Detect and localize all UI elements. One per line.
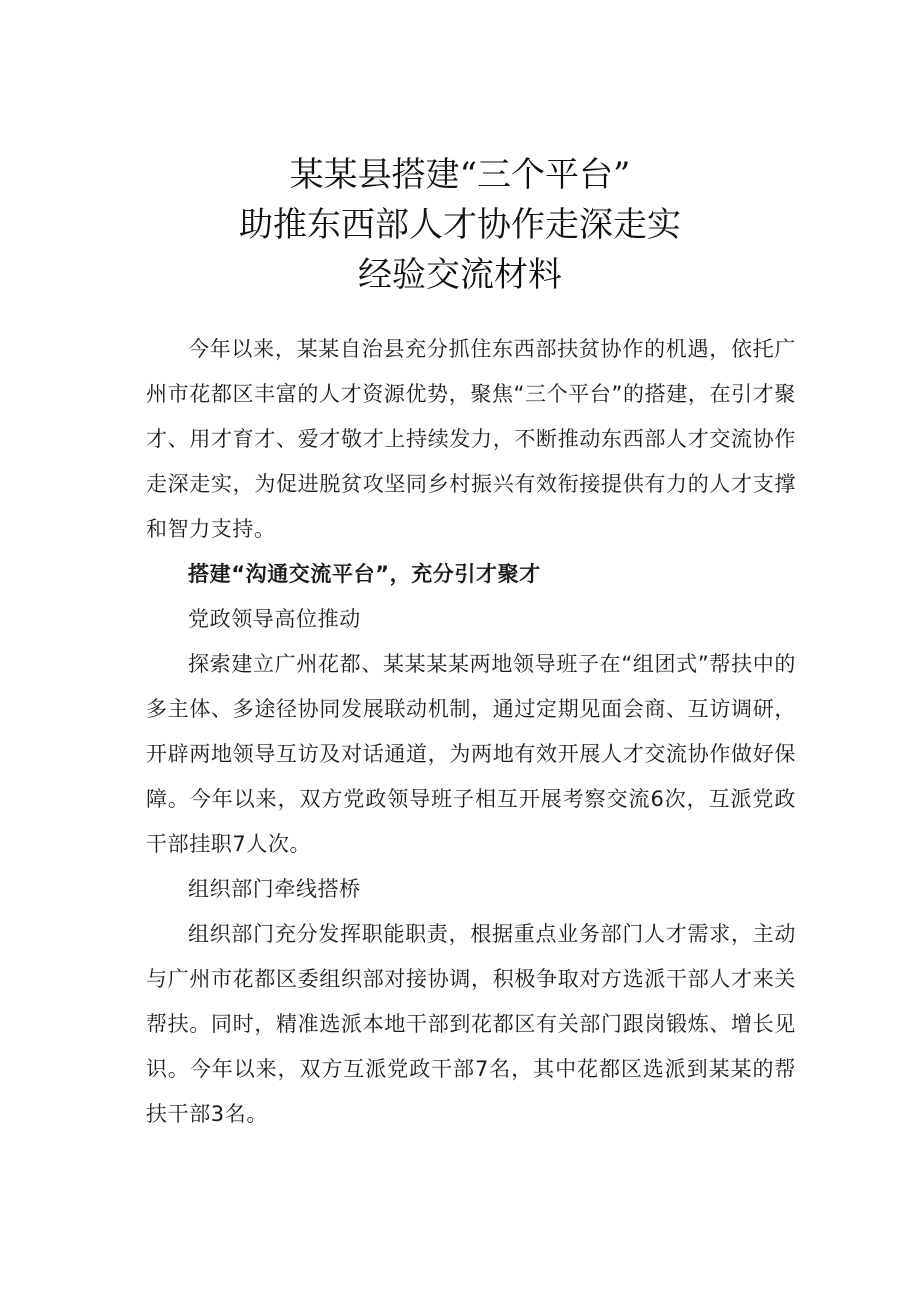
subsection-paragraph-2: 组织部门充分发挥职能职责，根据重点业务部门人才需求，主动与广州市花都区委组织部对接协调，积极争取对方选派干部人才来关帮扶。同时，精准选派本地干部到花都区有关部门跟岗锻炼、增长见识。今年以来，双方互派党政干部7名，其中花都区选派到某某的帮扶干部3名。 bbox=[146, 922, 796, 1126]
title-line-2: 助推东西部人才协作走深走实 bbox=[239, 205, 681, 245]
document-title bbox=[0, 150, 920, 300]
subsection-paragraph-1: 探索建立广州花都、某某某某两地领导班子在“组团式”帮扶中的多主体、多途径协同发展联动机制，通过定期见面会商、互访调研，开辟两地领导互访及对话通道，为两地有效开展人才交流协作做好保障。今年以来，双方党政领导班子相互开展考察交流6次，互派党政干部挂职7人次。 bbox=[146, 652, 796, 856]
document-body bbox=[146, 327, 796, 1137]
title-line-3: 经验交流材料 bbox=[358, 255, 562, 295]
title-line-1: 某某县搭建“三个平台” bbox=[289, 155, 631, 195]
subsection-title-1: 党政领导高位推动 bbox=[188, 607, 361, 631]
subsection-title-2: 组织部门牵线搭桥 bbox=[188, 877, 361, 901]
intro-paragraph: 今年以来，某某自治县充分抓住东西部扶贫协作的机遇，依托广州市花都区丰富的人才资源优势，聚焦“三个平台”的搭建，在引才聚才、用才育才、爱才敬才上持续发力，不断推动东西部人才交流协作走深走实，为促进脱贫攻坚同乡村振兴有效衔接提供有力的人才支撑和智力支持。 bbox=[146, 337, 796, 541]
section-heading: 搭建“沟通交流平台”，充分引才聚才 bbox=[188, 562, 541, 586]
